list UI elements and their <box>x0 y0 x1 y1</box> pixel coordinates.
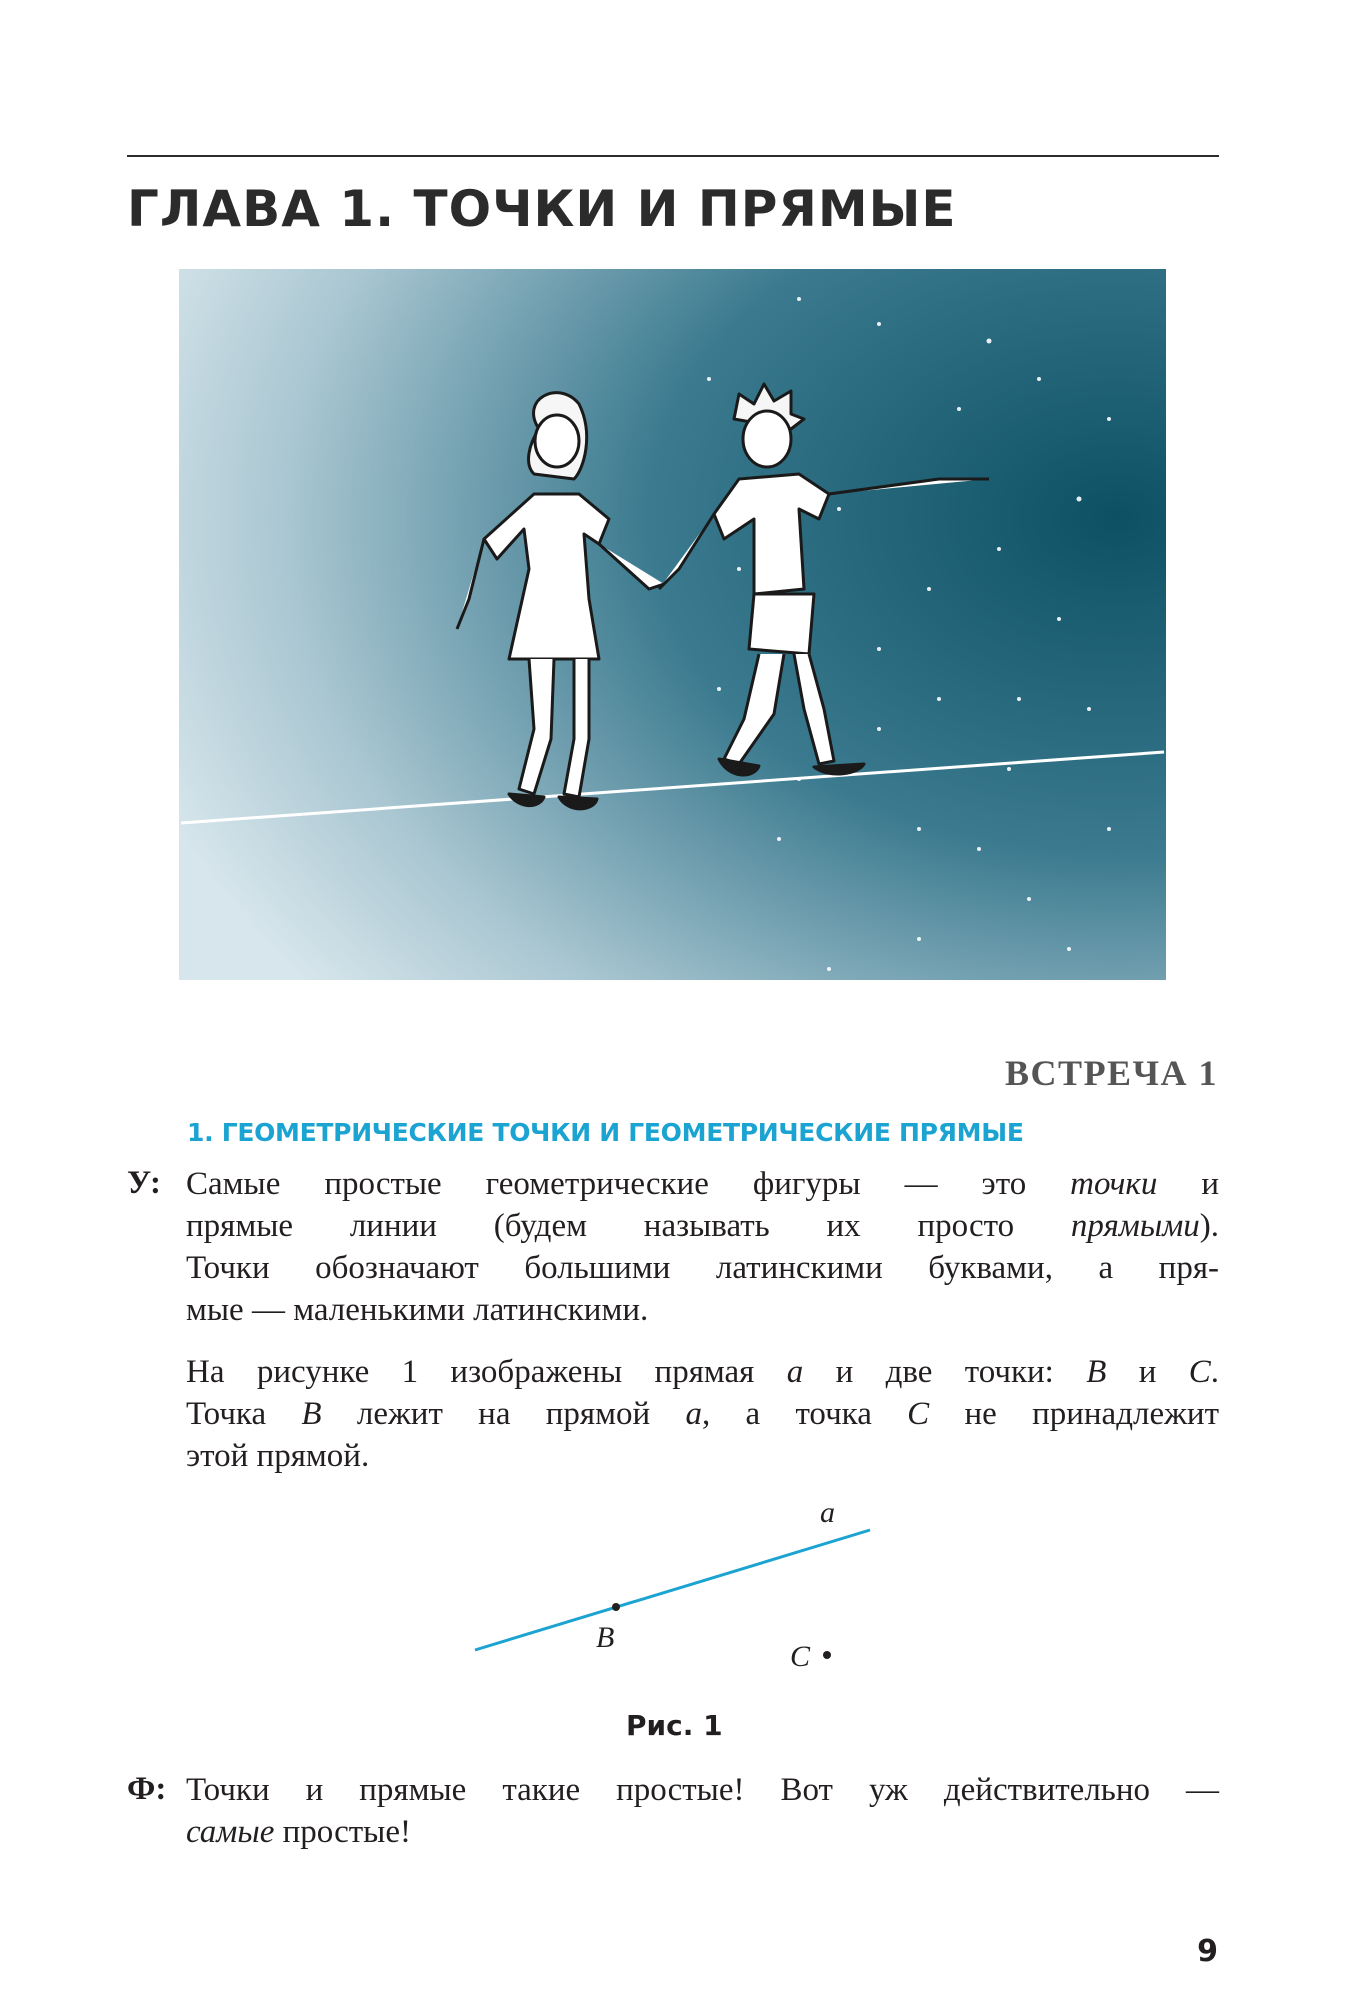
student-speaker-label: Ф: <box>127 1771 167 1807</box>
figure-caption: Рис. 1 <box>626 1709 723 1742</box>
text-line: На рисунке 1 изображены прямая a и две точки: B и C. <box>186 1354 1219 1390</box>
text-line: самые простые! <box>186 1814 411 1850</box>
text-line: прямые линии (будем называть их просто прямыми). <box>186 1208 1219 1244</box>
chapter-title: ГЛАВА 1. ТОЧКИ И ПРЯМЫЕ <box>127 180 957 238</box>
teacher-paragraph-2 <box>186 1351 1219 1477</box>
figure-1 <box>440 1480 900 1680</box>
top-rule <box>127 155 1219 157</box>
point-c-label: C <box>790 1640 811 1673</box>
chapter-illustration <box>179 269 1166 980</box>
text-line: Точка B лежит на прямой a, а точка C не принадлежит <box>186 1396 1219 1432</box>
text-line: Точки и прямые такие простые! Вот уж действительно — <box>186 1772 1219 1808</box>
text-line: мые — маленькими латинскими. <box>186 1292 649 1328</box>
section-heading: 1. ГЕОМЕТРИЧЕСКИЕ ТОЧКИ И ГЕОМЕТРИЧЕСКИЕ ПРЯМЫЕ <box>187 1118 1024 1147</box>
line-a <box>475 1530 870 1650</box>
text-line: Точки обозначают большими латинскими буквами, а пря- <box>186 1250 1219 1286</box>
meeting-label: ВСТРЕЧА 1 <box>1005 1053 1218 1093</box>
point-b-dot <box>612 1603 620 1611</box>
text-line: Самые простые геометрические фигуры — это точки и <box>186 1166 1219 1202</box>
teacher-speaker-label: У: <box>127 1165 161 1201</box>
text-line: этой прямой. <box>186 1438 370 1474</box>
page-number: 9 <box>1197 1934 1218 1969</box>
point-b-label: B <box>596 1621 615 1654</box>
line-a-label: a <box>820 1496 835 1529</box>
teacher-paragraph-1 <box>186 1163 1219 1331</box>
point-c-dot <box>823 1651 831 1659</box>
student-paragraph <box>186 1769 1219 1853</box>
